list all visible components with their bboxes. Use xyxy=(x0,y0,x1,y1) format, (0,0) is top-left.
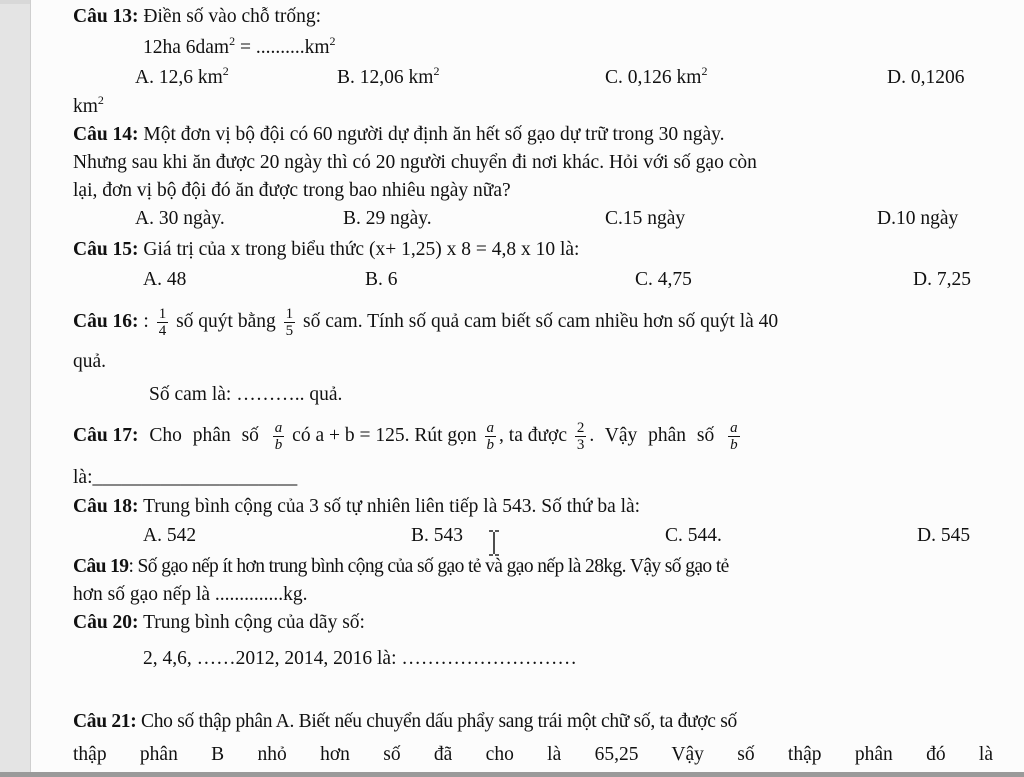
q18-label: Câu 18: xyxy=(73,496,139,517)
q16-line2: quả. xyxy=(73,351,107,372)
q14-option-d: D.10 ngày xyxy=(877,208,959,229)
q13-option-d-unit: $km^2$ xyxy=(73,93,104,117)
q15-option-b: B. 6 xyxy=(365,269,398,290)
q20-heading: Câu 20: Trung bình cộng của dãy số: xyxy=(73,612,365,633)
q21-line2: thập phân B nhỏ hơn số đã cho là 65,25 Vậy số thập phân đó là xyxy=(73,744,993,765)
q13-expression: 12ha $6dam^2 = ..........km^2$ xyxy=(143,34,336,58)
q13-heading xyxy=(73,5,321,29)
q13-text: Điền số vào chỗ trống: xyxy=(138,6,322,27)
q14-line1: Câu 14: Một đơn vị bộ đội có 60 người dự định ăn hết số gạo dự trữ trong 30 ngày. xyxy=(73,124,725,145)
q16-fraction-1: $\frac{1}{4}$ xyxy=(158,306,167,340)
q18-option-d: D. 545 xyxy=(917,525,971,546)
q20-sequence: 2, 4,6, ……2012, 2014, 2016 là: ……………………… xyxy=(143,648,577,669)
q18-heading: Câu 18: Trung bình cộng của 3 số tự nhiên liên tiếp là 543. Số thứ ba là: xyxy=(73,496,641,517)
q19-line2: hơn số gạo nếp là ..............kg. xyxy=(73,584,308,605)
q17-fraction-ab-1: $\frac{a}{b}$ xyxy=(274,420,283,454)
q14-line2: Nhưng sau khi ăn được 20 ngày thì có 20 người chuyển đi nơi khác. Hỏi với số gạo còn xyxy=(73,152,757,173)
q13-option-a: A. 12,6 $km^2$ xyxy=(135,64,229,88)
q14-option-a: A. 30 ngày. xyxy=(135,208,225,229)
q17-fraction-ab-2: $\frac{a}{b}$ xyxy=(486,420,495,454)
q15-option-a: A. 48 xyxy=(143,269,187,290)
q17-line1: Câu 17: Cho phân số $\frac{a}{b}$ có a + b = 125. Rút gọn $\frac{a}{b}$ , ta được $\frac{2}{3}$ . Vậy phân số $\frac{a}{b}$ xyxy=(73,420,738,454)
q14-label: Câu 14: xyxy=(73,124,139,145)
q16-label: Câu 16: xyxy=(73,311,139,332)
text-cursor-icon xyxy=(487,530,501,556)
q16-fraction-2: $\frac{1}{5}$ xyxy=(285,306,294,340)
q13-option-b: B. 12,06 $km^2$ xyxy=(337,64,440,88)
q17-label: Câu 17: xyxy=(73,425,139,446)
q15-option-c: C. 4,75 xyxy=(635,269,692,290)
q19-line1: Câu 19: Số gạo nếp ít hơn trung bình cộng của số gạo tẻ và gạo nếp là 28kg. Vậy số gạo tẻ xyxy=(73,556,729,577)
document-page xyxy=(30,0,1024,772)
q15-heading: Câu 15: Giá trị của x trong biểu thức (x+ 1,25) x 8 = 4,8 x 10 là: xyxy=(73,239,580,260)
q18-option-b: B. 543 xyxy=(411,525,464,546)
q13-label: Câu 13: xyxy=(73,6,139,27)
q18-option-a: A. 542 xyxy=(143,525,197,546)
q14-option-c: C.15 ngày xyxy=(605,208,686,229)
q16-answer: Số cam là: ……….. quả. xyxy=(149,384,343,405)
q20-label: Câu 20: xyxy=(73,612,139,633)
q13-option-c: C. 0,126 $km^2$ xyxy=(605,64,708,88)
q14-line3: lại, đơn vị bộ đội đó ăn được trong bao nhiêu ngày nữa? xyxy=(73,180,511,201)
q17-fraction-ab-3: $\frac{a}{b}$ xyxy=(730,420,738,454)
q13-option-d: D. 0,1206 xyxy=(887,67,965,88)
q19-label: Câu 19 xyxy=(73,556,129,577)
bottom-edge xyxy=(0,772,1024,777)
q14-option-b: B. 29 ngày. xyxy=(343,208,432,229)
q21-line1: Câu 21: Cho số thập phân A. Biết nếu chuyển dấu phẩy sang trái một chữ số, ta được số xyxy=(73,711,737,732)
q18-option-c: C. 544. xyxy=(665,525,722,546)
q21-label: Câu 21: xyxy=(73,711,137,732)
q15-option-d: D. 7,25 xyxy=(913,269,971,290)
q17-fraction-2-3: $\frac{2}{3}$ xyxy=(576,420,585,454)
q17-line2: là:_____________________ xyxy=(73,467,298,488)
q15-label: Câu 15: xyxy=(73,239,139,260)
q16-line1: Câu 16: : $\frac{1}{4}$ số quýt bằng $\frac{1}{5}$ số cam. Tính số quả cam biết số cam nhiều hơn số quýt là 40 xyxy=(73,306,779,340)
